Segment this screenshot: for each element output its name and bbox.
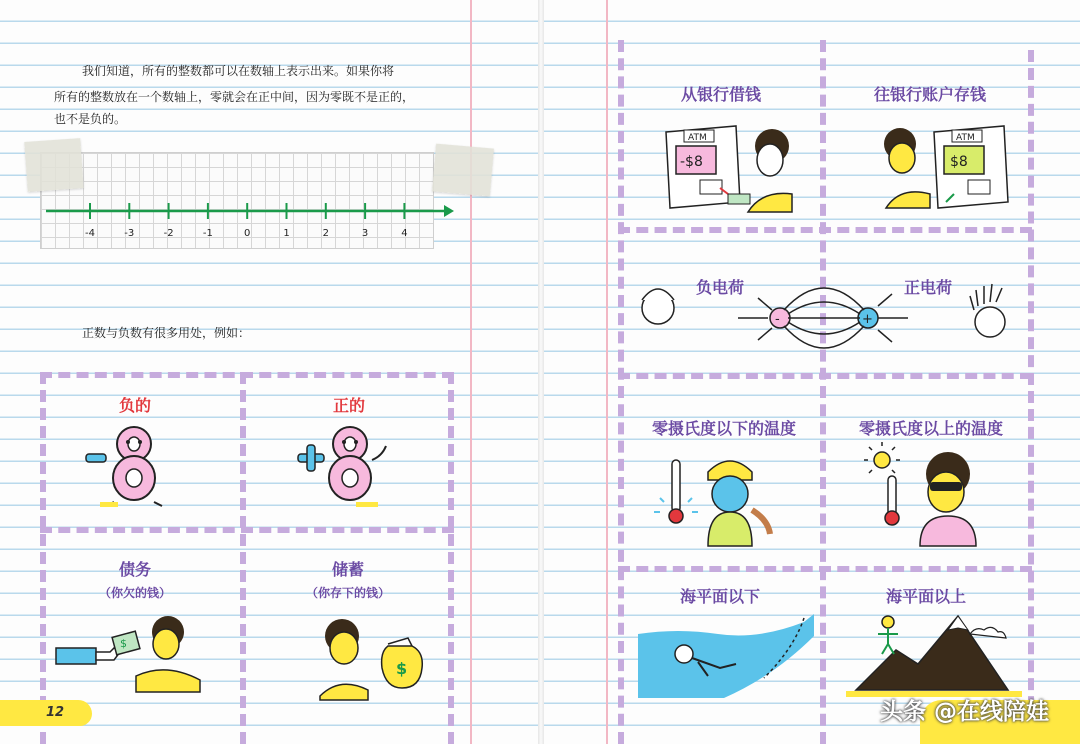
atm-borrow-illustration xyxy=(662,122,812,212)
cold-temperature-illustration xyxy=(660,450,800,550)
debt-illustration xyxy=(56,612,206,692)
number-line-tick-label: -2 xyxy=(163,228,174,239)
right-grid-row2 xyxy=(618,373,1032,379)
examples-intro: 正数与负数有很多用处，例如： xyxy=(82,326,251,340)
intro-line-2: 所有的整数放在一个数轴上，零就会在正中间，因为零既不是正的， xyxy=(54,90,415,104)
svg-text:$: $ xyxy=(396,659,408,678)
svg-text:$: $ xyxy=(120,637,127,650)
number-line-tick-label: -4 xyxy=(85,228,95,239)
negative-charge-label: 负电荷 xyxy=(695,278,744,297)
deposit-label: 往银行账户存钱 xyxy=(873,85,986,104)
negative-eight-illustration xyxy=(84,420,174,510)
svg-text:-: - xyxy=(775,312,780,327)
number-line-tick-label: 3 xyxy=(361,228,369,239)
below-sea-illustration xyxy=(638,614,814,702)
right-grid-row3 xyxy=(618,566,1032,572)
tape-left xyxy=(24,138,83,192)
intro-line-3: 也不是负的。 xyxy=(54,112,127,126)
positive-eight-illustration xyxy=(296,420,396,510)
svg-text:+: + xyxy=(862,312,873,327)
hot-temperature-illustration xyxy=(862,448,1002,548)
tape-right xyxy=(432,144,494,197)
savings-illustration xyxy=(316,616,436,700)
left-margin-line xyxy=(470,0,472,744)
above-zero-label: 零摄氏度以上的温度 xyxy=(858,419,1003,438)
number-line-tick-label: 0 xyxy=(244,228,251,239)
right-grid-row1 xyxy=(618,227,1032,233)
watermark-text: 头条 @在线陪娃 xyxy=(880,699,1050,725)
number-line-tick-label: 4 xyxy=(401,228,408,239)
atm-neg-amount: -$8 xyxy=(680,154,703,170)
savings-sub-label: （你存下的钱） xyxy=(305,586,390,600)
electric-field-illustration xyxy=(628,270,1018,370)
number-line xyxy=(40,190,460,250)
atm-text-1: ATM xyxy=(688,133,707,143)
atm-pos-amount: $8 xyxy=(950,154,968,170)
above-sea-illustration xyxy=(846,610,1022,694)
debt-sub-label: （你欠的钱） xyxy=(98,586,171,600)
left-grid-mid xyxy=(40,527,454,533)
below-sea-label: 海平面以下 xyxy=(679,587,760,606)
left-grid-top xyxy=(40,372,454,378)
left-grid-right xyxy=(448,372,454,744)
page-gutter xyxy=(538,0,544,744)
positive-charge-label: 正电荷 xyxy=(903,278,952,297)
right-grid-right xyxy=(1028,50,1034,744)
right-margin-line xyxy=(606,0,608,744)
page-number: 12 xyxy=(0,700,92,726)
intro-line-1: 我们知道，所有的整数都可以在数轴上表示出来。如果你将 xyxy=(82,64,395,78)
positive-label: 正的 xyxy=(332,396,365,415)
left-grid-center xyxy=(240,372,246,744)
number-line-tick-label: 2 xyxy=(322,228,329,239)
negative-label: 负的 xyxy=(118,396,151,415)
above-sea-label: 海平面以上 xyxy=(885,587,966,606)
debt-label: 债务 xyxy=(118,560,151,579)
atm-deposit-illustration xyxy=(870,122,1020,212)
number-line-tick-label: -1 xyxy=(202,228,213,239)
right-grid-left xyxy=(618,40,624,744)
number-line-tick-label: -3 xyxy=(124,228,135,239)
number-line-tick-label: 1 xyxy=(283,228,290,239)
right-grid-center xyxy=(820,40,826,744)
atm-text-2: ATM xyxy=(956,133,975,143)
below-zero-label: 零摄氏度以下的温度 xyxy=(651,419,796,438)
borrow-label: 从银行借钱 xyxy=(680,85,761,104)
left-grid-left xyxy=(40,372,46,744)
savings-label: 储蓄 xyxy=(331,560,364,579)
